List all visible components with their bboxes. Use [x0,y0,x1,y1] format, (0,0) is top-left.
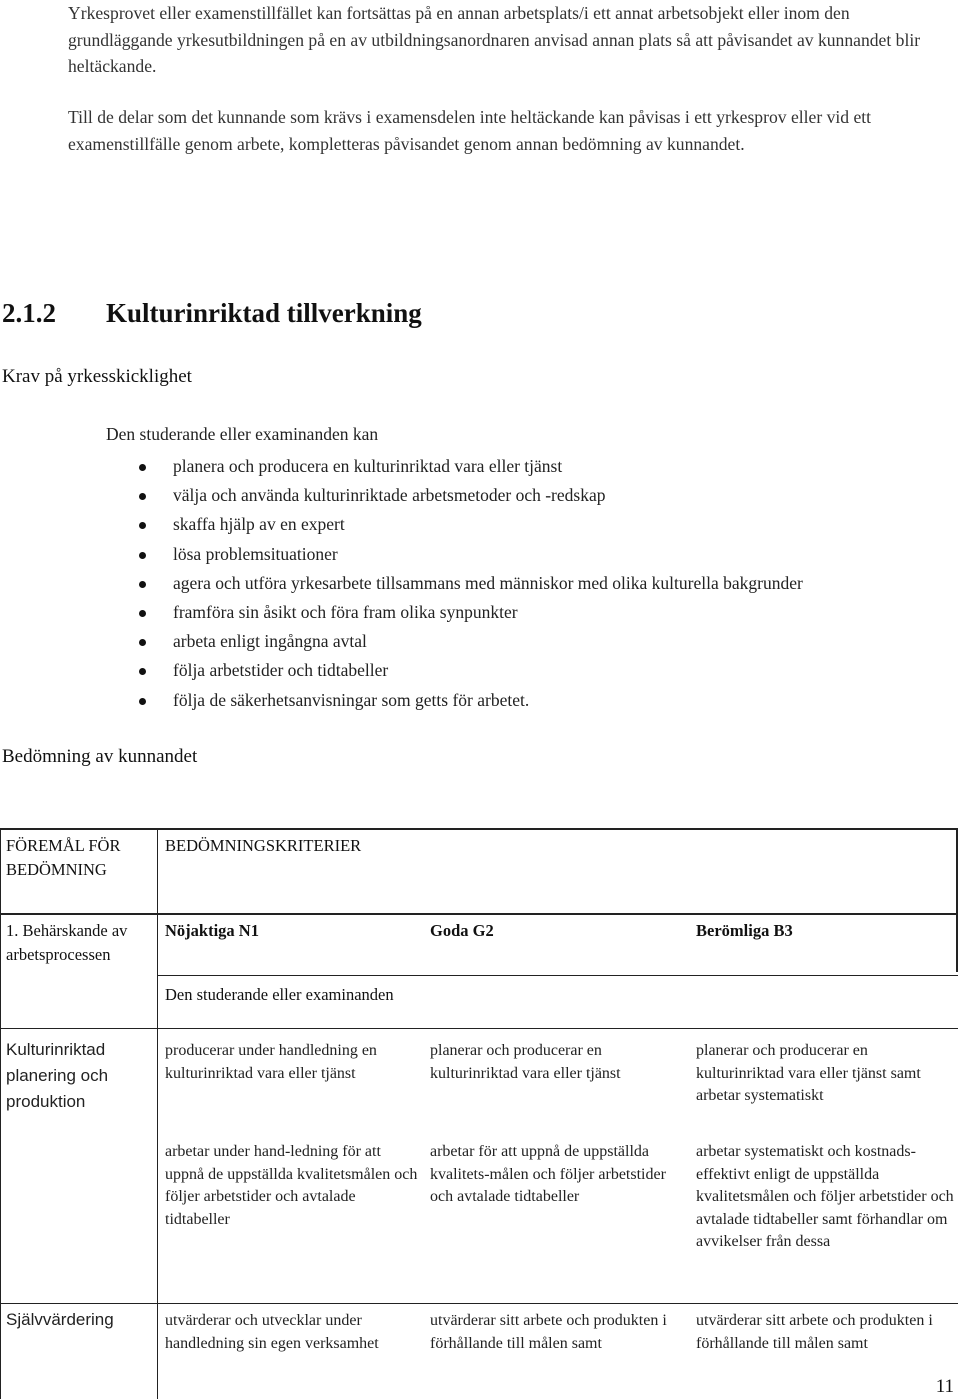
row-label-self-evaluation: Självvärdering [6,1310,114,1329]
col-header-criteria: BEDÖMNINGSKRITERIER [165,836,362,855]
bullet-icon [139,522,146,529]
table-row-divider [0,913,958,915]
criteria-g2: planerar och producerar en kulturinriktad vara eller tjänst [430,1042,621,1082]
criteria-n1: utvärderar och utvecklar under handledning sin egen verksamhet [165,1312,379,1352]
bullet-icon [139,581,146,588]
table-level-divider [157,975,958,976]
row-label-planning: Kulturinriktad planering och produktion [6,1040,109,1111]
list-item: skaffa hjälp av en expert [136,511,803,540]
bullet-icon [139,552,146,559]
bullet-icon [139,610,146,617]
krav-heading: Krav på yrkesskicklighet [2,366,192,387]
list-item: lösa problemsituationer [136,541,803,570]
criteria-n1: producerar under handledning en kulturinriktad vara eller tjänst [165,1042,377,1082]
bedomning-heading: Bedömning av kunnandet [2,746,198,767]
criteria-b3: planerar och producerar en kulturinriktad vara eller tjänst samt arbetar systematiskt [696,1042,921,1104]
row-label-work-process: 1. Behärskande av arbetsprocessen [6,921,128,964]
list-item: följa de säkerhetsanvisningar som getts för arbetet. [136,687,803,716]
list-item: planera och producera en kulturinriktad vara eller tjänst [136,453,803,482]
table-row-divider [0,1028,958,1029]
list-item: framföra sin åsikt och föra fram olika synpunkter [136,599,803,628]
criteria-n1: arbetar under hand-ledning för att uppnå de uppställda kvalitetsmålen och följer arbetstider och avtalade tidtabeller [165,1143,418,1228]
requirements-list [136,453,803,716]
bullet-icon [139,668,146,675]
criteria-subheader: Den studerande eller examinanden [165,985,394,1004]
table-row-divider [0,1303,958,1304]
paragraph-continuation: Yrkesprovet eller examenstillfället kan fortsättas på en annan arbetsplats/i ett annat arbetsobjekt eller inom den grundläggande yrkesutbildningen på en av utbildningsanordnaren anvisad annan plats så att påvisandet av kunnandet blir heltäckande. [68,3,921,76]
assessment-table [0,828,958,1399]
criteria-g2: arbetar för att uppnå de uppställda kvalitets-målen och följer arbetstider och avtalade tidtabeller [430,1143,666,1205]
table-border-right [956,828,958,972]
level-n1: Nöjaktiga N1 [165,921,259,940]
criteria-b3: utvärderar sitt arbete och produkten i förhållande till målen samt [696,1312,933,1352]
bullet-icon [139,464,146,471]
col-header-object: FÖREMÅL FÖR BEDÖMNING [6,836,121,879]
bullet-icon [139,639,146,646]
criteria-b3: arbetar systematiskt och kostnads-effektivt enligt de uppställda kvalitetsmålen och följer arbetstider och avtalade tidtabeller samt förhandlar om avvikelser från dessa [696,1143,954,1250]
paragraph-supplementary-assessment: Till de delar som det kunnande som krävs i examensdelen inte heltäckande kan påvisas i ett yrkesprov eller vid ett examenstillfälle genom arbete, kompletteras påvisandet genom annan bedömning av kunnandet. [68,107,872,154]
list-item: agera och utföra yrkesarbete tillsammans med människor med olika kulturella bakgrunder [136,570,803,599]
table-border-top [0,828,958,830]
list-item: arbeta enligt ingångna avtal [136,628,803,657]
page-number: 11 [935,1376,954,1397]
criteria-g2: utvärderar sitt arbete och produkten i förhållande till målen samt [430,1312,667,1352]
bullet-icon [139,698,146,705]
list-item: välja och använda kulturinriktade arbetsmetoder och -redskap [136,482,803,511]
level-g2: Goda G2 [430,921,494,940]
section-title: Kulturinriktad tillverkning [106,298,422,328]
list-item: följa arbetstider och tidtabeller [136,657,803,686]
intro-text: Den studerande eller examinanden kan [106,424,379,444]
section-number: 2.1.2 [2,298,56,328]
bullet-icon [139,493,146,500]
section-heading [2,298,422,329]
level-b3: Berömliga B3 [696,921,793,940]
